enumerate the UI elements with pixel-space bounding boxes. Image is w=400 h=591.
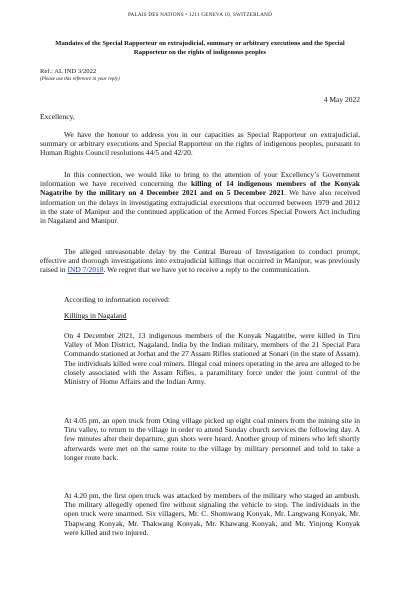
paragraph-truck: At 4.05 pm, an open truck from Oting village picked up eight coal miners from the mining site in Tiru valley, to return to the village in order to attend Sunday church services the following day. A few minutes after their departure, gun shots were heard. Another group of miners who left shortly afterwards were met on the same route to the village by military personnel and told to take a longer route back. bbox=[64, 416, 360, 462]
highlighted-killings: killing of 14 indigenous members of the Konyak Nagatribe by the military on 4 December 2021 and on 5 December 2021 bbox=[40, 179, 360, 198]
reference-note: (Please use this reference in your reply) bbox=[40, 77, 120, 82]
salutation: Excellency, bbox=[40, 112, 75, 121]
paragraph-text: In this connection, we would like to bring to the attention of your Excellency’s Government information we have received concerning the bbox=[40, 170, 360, 189]
letter-date: 4 May 2022 bbox=[323, 95, 360, 104]
paragraph-delay bbox=[40, 247, 360, 275]
paragraph-intro: We have the honour to address you in our capacities as Special Rapporteur on extrajudicial, summary or arbitrary executions and Special Rapporteur on the rights of indigenous peoples, pursuant to Human Rights Council resolutions 44/5 and 42/20. bbox=[40, 130, 360, 158]
reference-number: Ref.: AL IND 3/2022 bbox=[40, 68, 97, 75]
paragraph-connection bbox=[40, 170, 360, 225]
letterhead-address: PALAIS DES NATIONS • 1211 GENEVA 10, SWITZERLAND bbox=[127, 12, 273, 18]
paragraph-text: The alleged unreasonable delay by the Central Bureau of Investigation to conduct prompt, effective and thorough investigations into extrajudicial killings that occurred in Manipur, was previously raised in bbox=[40, 247, 360, 275]
section-heading: Killings in Nagaland bbox=[64, 311, 127, 320]
communication-link[interactable]: IND 7/2018 bbox=[67, 265, 104, 275]
paragraph-text: . We have also received information on the delays in investigating extrajudicial executions that occurred between 1979 and 2012 in the state of Manipur and the continued application of the Armed Forces Special Powers Act including in Nagaland and Manipur. bbox=[40, 188, 360, 226]
paragraph-killings: On 4 December 2021, 13 indigenous members of the Konyak Nagatribe, were killed in Tiru Valley of Mon District, Nagaland, India by the Indian military, members of the 21 Special Para Commando stationed at Jorhat and the 27 Assam Rifles stationed at Sonari (in the state of Assam). The individuals killed were coal miners. Illegal coal miners operating in the area are alleged to be closely associated with the Assam Rifles, a paramilitary force under the joint control of the Ministry of Home Affairs and the Indian Army. bbox=[64, 331, 360, 387]
paragraph-text: . We regret that we have yet to receive a reply to the communication. bbox=[103, 265, 311, 275]
paragraph-ambush: At 4.20 pm, the first open truck was attacked by members of the military who staged an ambush. The military allegedly opened fire without signaling the vehicle to stop. The individuals in the open truck were unarmed. Six villagers, Mr. C. Shomwang Konyak, Mr. Langwang Konyak, Mr. Thapwang Konyak, Mr. Thakwang Konyak, Mr. Khawang Konyak, and Mr. Yinjong Konyak were killed and two injured. bbox=[64, 491, 360, 537]
according-intro: According to information received: bbox=[64, 295, 171, 304]
mandates-title: Mandates of the Special Rapporteur on extrajudicial, summary or arbitrary executions and the Special Rapporteur on the rights of indigenous peoples bbox=[55, 40, 345, 56]
